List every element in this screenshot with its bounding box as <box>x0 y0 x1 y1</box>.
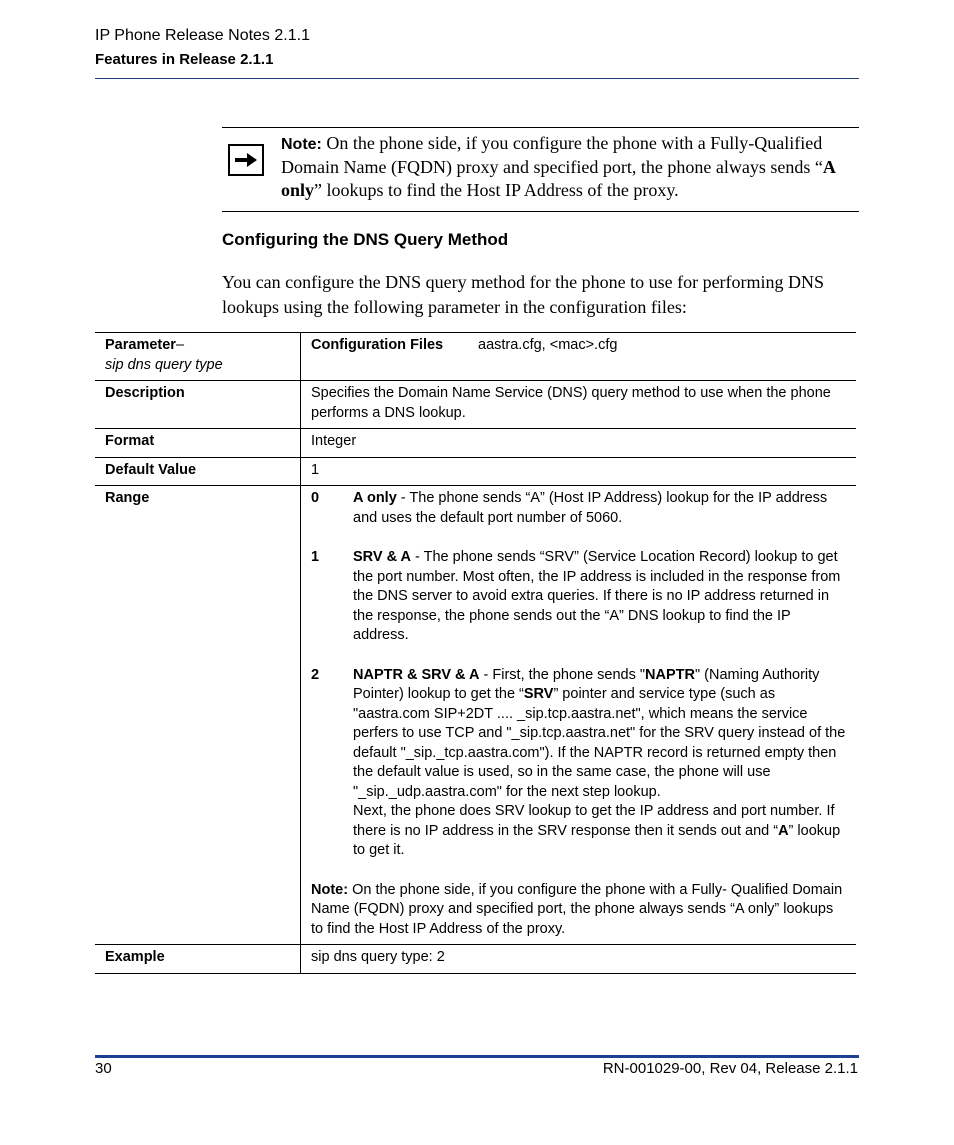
footer-rule <box>95 1055 859 1058</box>
parameter-label: Parameter <box>105 337 176 353</box>
header-rule <box>95 78 859 79</box>
range-item-emphasis: SRV <box>523 686 554 702</box>
note-emphasis: A only <box>281 157 835 200</box>
range-item-title: A only <box>353 490 397 506</box>
table-row-example <box>95 945 856 974</box>
section-title: Features in Release 2.1.1 <box>95 51 274 68</box>
table-row-range <box>95 486 856 945</box>
parameter-name: sip dns query type <box>105 356 223 373</box>
description-label: Description <box>95 381 301 429</box>
format-value: Integer <box>301 429 857 458</box>
range-item-description: - The phone sends “SRV” (Service Location Record) lookup to get the port number. Most often, the IP address is included in the response from the DNS server to avoid extra queries. If there is no IP address returned in the response, the phone sends out the “A” DNS lookup to find the IP address. <box>353 549 841 643</box>
range-item-description: ” lookup to get it. <box>353 822 841 858</box>
range-item-emphasis: NAPTR <box>645 666 695 683</box>
format-label: Format <box>95 429 301 458</box>
description-value: Specifies the Domain Name Service (DNS) query method to use when the phone performs a DNS lookup. <box>301 381 857 429</box>
range-item-text <box>353 548 846 646</box>
range-item-title: SRV & A <box>353 549 412 565</box>
page-number: 30 <box>95 1060 112 1077</box>
table-row-parameter <box>95 333 856 381</box>
note-text <box>281 132 856 202</box>
note-text-part: ” lookups to find the Host IP Address of the proxy. <box>314 180 679 200</box>
range-item-number: 0 <box>311 490 320 506</box>
range-item-number: 2 <box>311 666 320 683</box>
range-item-description: " (Naming Authority Pointer) lookup to get the “ <box>353 666 820 702</box>
range-item <box>311 548 846 646</box>
example-label: Example <box>95 945 301 974</box>
range-item-description: - The phone sends “A” (Host IP Address) lookup for the IP address and uses the default port number of 5060. <box>353 490 828 526</box>
note-text-part: On the phone side, if you configure the phone with a Fully-Qualified Domain Name (FQDN) proxy and specified port, the phone always sends “ <box>281 133 823 177</box>
range-item-description: ” pointer and service type (such as "aastra.com SIP+2DT .... _sip.tcp.aastra.net", which means the service perfers to use TCP and "_sip.tcp.aastra.net" for the SRV query instead of the default "_sip._tcp.aastra.com"). If the NAPTR record is returned empty then the default value is used, so in the same case, the phone will use "_sip._udp.aastra.com" for the next step lookup. <box>353 686 846 800</box>
range-cell <box>301 486 857 945</box>
note-box <box>222 127 859 212</box>
default-value-label: Default Value <box>95 457 301 486</box>
parameter-table <box>95 332 856 974</box>
table-row-default <box>95 457 856 486</box>
example-value: sip dns query type: 2 <box>301 945 857 974</box>
range-item-emphasis: A <box>778 822 789 839</box>
range-item <box>311 666 846 861</box>
range-item-text <box>353 489 846 528</box>
parameter-cell <box>95 333 301 381</box>
config-files-label: Configuration Files <box>311 337 444 353</box>
range-item <box>311 489 846 528</box>
table-row-format <box>95 429 856 458</box>
range-label: Range <box>95 486 301 945</box>
range-item-title: NAPTR & SRV & A <box>353 666 480 683</box>
config-files-cell <box>301 333 857 381</box>
default-value: 1 <box>301 457 857 486</box>
document-title: IP Phone Release Notes 2.1.1 <box>95 27 310 44</box>
range-item-text <box>353 666 846 861</box>
range-item-description: Next, the phone does SRV lookup to get the IP address and port number. If there is no IP address in the SRV response then it sends out and “ <box>353 803 835 839</box>
section-heading: Configuring the DNS Query Method <box>222 230 509 249</box>
intro-paragraph: You can configure the DNS query method for the phone to use for performing DNS lookups using the following parameter in the configuration files: <box>222 272 825 317</box>
range-note-label: Note: <box>311 881 349 898</box>
document-reference: RN-001029-00, Rev 04, Release 2.1.1 <box>602 1060 858 1077</box>
range-item-number: 1 <box>311 549 320 565</box>
table-row-description <box>95 381 856 429</box>
note-label: Note: <box>281 136 322 153</box>
arrow-right-icon <box>228 144 264 176</box>
range-note <box>311 881 846 940</box>
range-note-text: On the phone side, if you configure the phone with a Fully- Qualified Domain Name (FQDN) proxy and specified port, the phone always sends “A only” lookups to find the Host IP Address of the proxy. <box>311 881 843 937</box>
parameter-dash: – <box>175 337 185 353</box>
config-files-value: aastra.cfg, <mac>.cfg <box>478 337 618 353</box>
range-item-description: - First, the phone sends " <box>479 666 646 683</box>
